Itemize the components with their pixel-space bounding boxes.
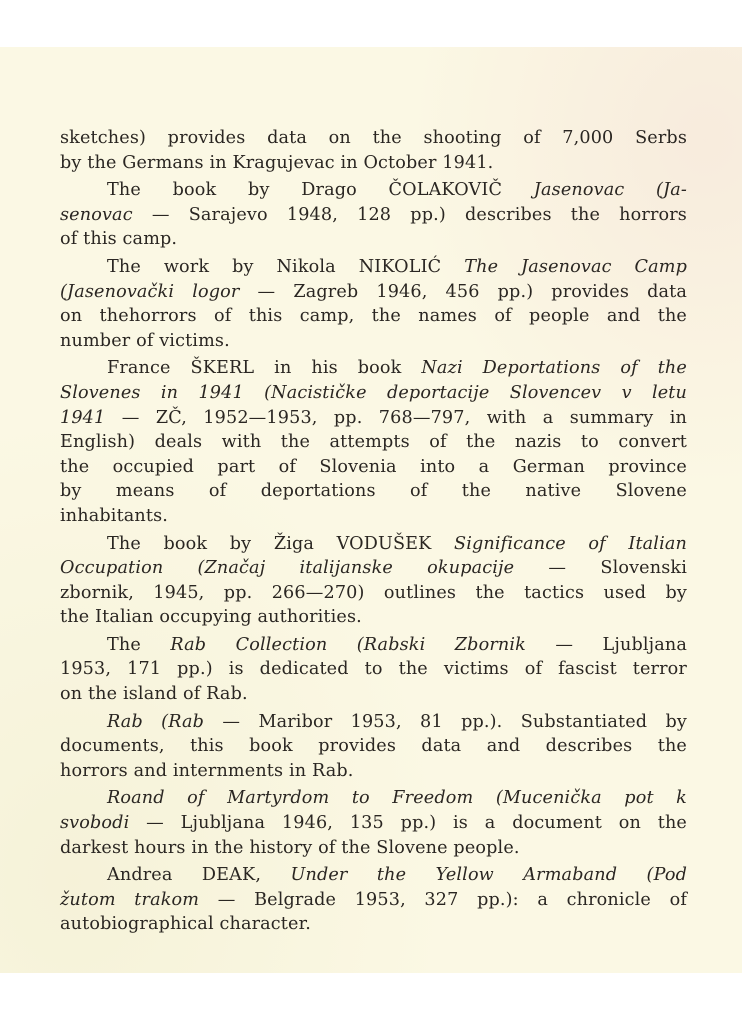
text-run: documents, this book provides data and describes the (60, 736, 687, 757)
text-run: — Maribor 1953, 81 pp.). Substantiated by (204, 711, 687, 732)
paragraph-p6-rab-collection (60, 633, 687, 707)
paragraph-p1-kragujevac (60, 126, 687, 175)
text-line (60, 406, 687, 431)
italic-title-text: Under the Yellow Armaband (Pod (290, 865, 688, 886)
italic-title-text: svobodi (60, 813, 130, 834)
text-run: autobiographical character. (60, 914, 311, 935)
text-line (60, 126, 687, 151)
text-line (60, 381, 687, 406)
text-line (60, 479, 687, 504)
text-run: Andrea DEAK, (107, 865, 291, 886)
text-line (60, 227, 687, 252)
paragraph-p4-skerl (60, 356, 687, 528)
scanned-book-page (0, 47, 742, 973)
text-run: 1953, 171 pp.) is dedicated to the victims of fascist terror (60, 659, 687, 680)
text-run: The book by Drago ČOLAKOVIČ (107, 180, 534, 201)
italic-title-text: Rab (Rab (107, 711, 205, 732)
text-run: number of victims. (60, 330, 230, 351)
text-run: The (107, 634, 171, 655)
text-run: on thehorrors of this camp, the names of people and the (60, 306, 687, 327)
text-run: by the Germans in Kragujevac in October 1941. (60, 152, 494, 173)
italic-title-text: Significance of Italian (454, 533, 687, 554)
text-line (60, 356, 687, 381)
text-line (60, 759, 687, 784)
text-line (60, 151, 687, 176)
text-run: The book by Žiga VODUŠEK (107, 533, 455, 554)
text-line (60, 888, 687, 913)
text-run: — Sarajevo 1948, 128 pp.) describes the horrors (132, 204, 687, 225)
text-line (60, 786, 687, 811)
text-run: on the island of Rab. (60, 684, 248, 705)
italic-title-text: žutom trakom (60, 889, 200, 910)
text-run: — Ljubljana (525, 634, 688, 655)
text-line (60, 633, 687, 658)
text-line (60, 304, 687, 329)
text-run: darkest hours in the history of the Slovene people. (60, 837, 520, 858)
text-line (60, 912, 687, 937)
text-run: by means of deportations of the native Slovene (60, 481, 687, 502)
text-line (60, 455, 687, 480)
text-line (60, 710, 687, 735)
text-line (60, 734, 687, 759)
italic-title-text: The Jasenovac Camp (464, 256, 687, 277)
text-line (60, 605, 687, 630)
italic-title-text: Occupation (Značaj italijanske okupacije (60, 558, 515, 579)
paragraph-p5-vodusek (60, 532, 687, 630)
text-run: inhabitants. (60, 505, 169, 526)
text-run: — ZČ, 1952—1953, pp. 768—797, with a summary in (105, 407, 687, 428)
text-line (60, 255, 687, 280)
text-run: English) deals with the attempts of the nazis to convert (60, 432, 687, 453)
text-line (60, 532, 687, 557)
italic-title-text: Nazi Deportations of the (421, 358, 687, 379)
text-run: — Zagreb 1946, 456 pp.) provides data (239, 281, 687, 302)
text-line (60, 430, 687, 455)
text-line (60, 178, 687, 203)
italic-title-text: (Jasenovački logor (60, 281, 240, 302)
text-line (60, 836, 687, 861)
paragraph-p7-rab (60, 710, 687, 784)
text-line (60, 203, 687, 228)
italic-title-text: 1941 (60, 407, 106, 428)
italic-title-text: Jasenovac (Ja- (533, 180, 687, 201)
paragraph-p2-colakovic (60, 178, 687, 252)
text-run: horrors and internments in Rab. (60, 760, 354, 781)
paragraph-p8-martyrdom (60, 786, 687, 860)
text-run: The work by Nikola NIKOLIĆ (107, 256, 465, 277)
paragraph-p9-deak (60, 863, 687, 937)
text-line (60, 682, 687, 707)
italic-title-text: Roand of Martyrdom to Freedom (Mucenička pot k (107, 788, 687, 809)
text-line (60, 657, 687, 682)
italic-title-text: senovac (60, 204, 133, 225)
italic-title-text: Slovenes in 1941 (Nacističke deportacije Slovencev v letu (60, 382, 687, 403)
text-run: the Italian occupying authorities. (60, 607, 362, 628)
text-line (60, 280, 687, 305)
text-line (60, 811, 687, 836)
italic-title-text: Rab Collection (Rabski Zbornik (170, 634, 526, 655)
text-run: — Belgrade 1953, 327 pp.): a chronicle of (199, 889, 687, 910)
text-line (60, 863, 687, 888)
text-run: France ŠKERL in his book (107, 358, 422, 379)
text-run: — Ljubljana 1946, 135 pp.) is a document on the (129, 813, 687, 834)
text-line (60, 581, 687, 606)
text-run: zbornik, 1945, pp. 266—270) outlines the tactics used by (60, 582, 687, 603)
text-line (60, 556, 687, 581)
text-line (60, 329, 687, 354)
text-run: the occupied part of Slovenia into a German province (60, 456, 687, 477)
text-run: of this camp. (60, 229, 178, 250)
text-line (60, 504, 687, 529)
text-run: — Slovenski (514, 558, 687, 579)
body-text (60, 126, 687, 940)
paragraph-p3-nikolic (60, 255, 687, 353)
text-run: sketches) provides data on the shooting of 7,000 Serbs (60, 128, 687, 148)
